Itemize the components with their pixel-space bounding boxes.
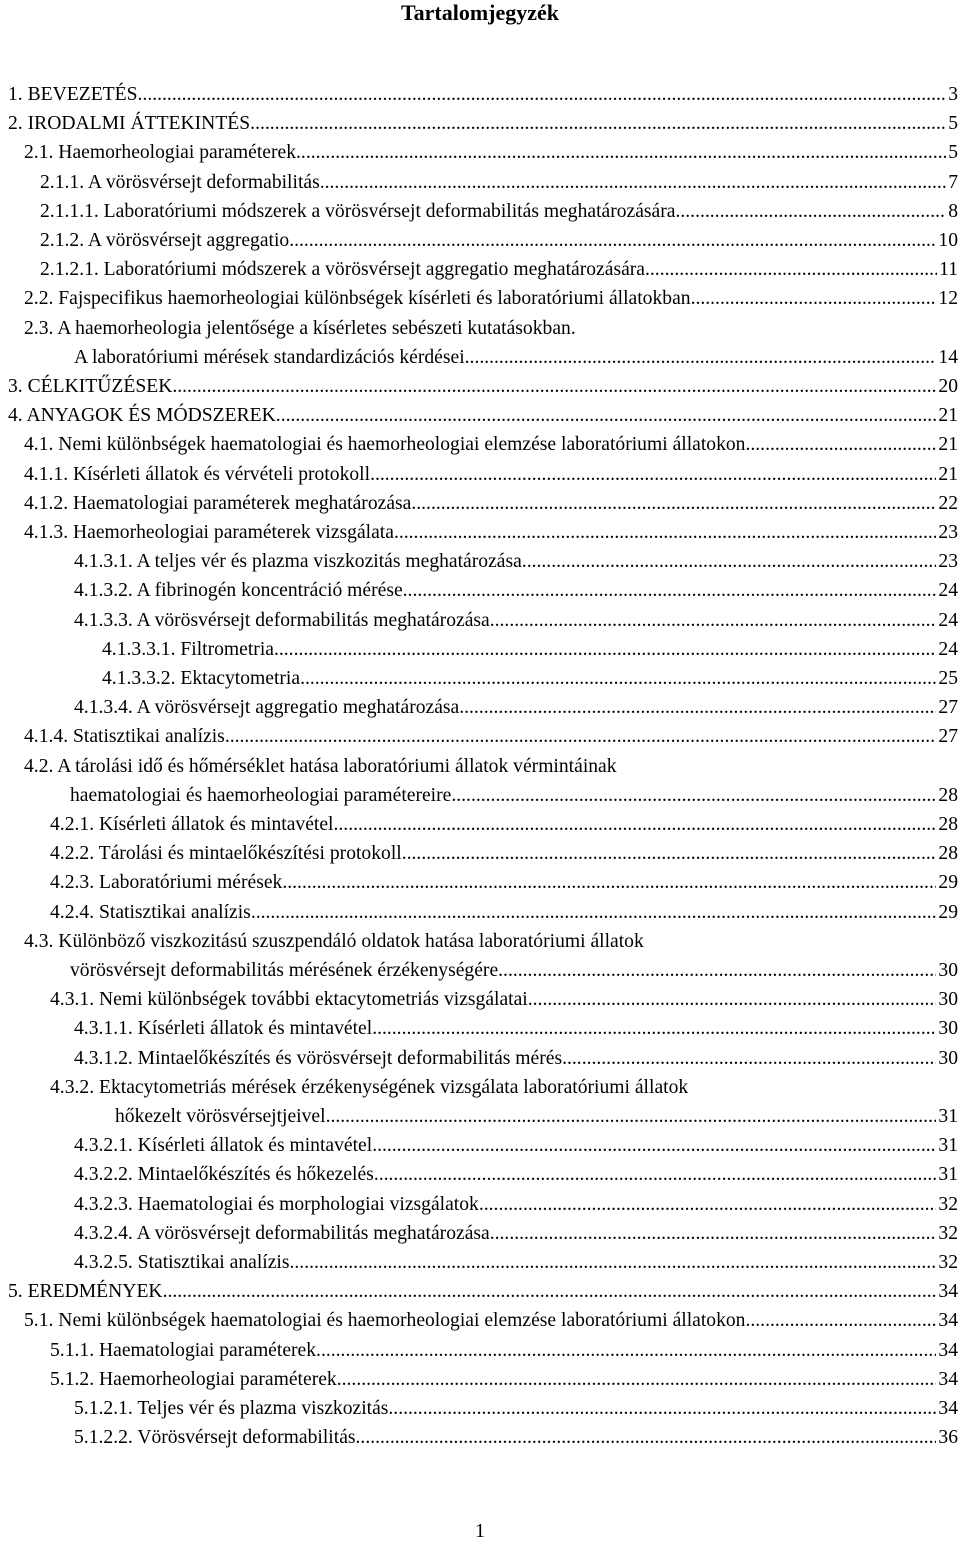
toc-entry-title: 4.1.3.1. A teljes vér és plazma viszkozitás meghatározása: [74, 551, 522, 573]
toc-entry-title: 5.1.2. Haemorheologiai paraméterek: [50, 1368, 337, 1390]
toc-entry-title: 4.3.2.4. A vörösvérsejt deformabilitás meghatározása: [74, 1222, 490, 1244]
toc-dot-leader: [138, 84, 947, 106]
toc-page-number: 34: [938, 1339, 958, 1361]
toc-page-number: 21: [938, 434, 958, 456]
toc-dot-leader: [459, 697, 936, 719]
toc-entry-title: 5.1.2.2. Vörösvérsejt deformabilitás: [74, 1427, 356, 1449]
toc-entry-title: 4.2.1. Kísérleti állatok és mintavétel: [50, 814, 334, 835]
toc-dot-leader: [326, 1106, 937, 1128]
toc-dot-leader: [394, 522, 936, 544]
toc-page-number: 34: [938, 1398, 958, 1419]
toc-dot-leader: [490, 610, 937, 632]
toc-dot-leader: [372, 1018, 936, 1040]
toc-dot-leader: [289, 230, 936, 252]
toc-entry-title: 4.1. Nemi különbségek haematologiai és haemorheologiai elemzése laboratóriumi állatokon: [24, 434, 746, 456]
toc-page-number: 30: [938, 1018, 958, 1040]
toc-page-number: 34: [938, 1368, 958, 1390]
toc-dot-leader: [370, 464, 936, 486]
toc-entry-title: 4.1.2. Haematologiai paraméterek meghatározása: [24, 492, 412, 514]
toc-dot-leader: [745, 434, 936, 456]
toc-page-number: 11: [939, 259, 958, 281]
toc-page-number: 31: [938, 1106, 958, 1127]
toc-entry-title: 2.1. Haemorheologiai paraméterek: [24, 142, 297, 164]
toc-entry-title: A laboratóriumi mérések standardizációs kérdései: [74, 346, 465, 368]
toc-page-number: 29: [938, 901, 958, 923]
toc-dot-leader: [372, 1135, 936, 1157]
toc-entry-title: 4.3.1. Nemi különbségek további ektacytometriás vizsgálatai: [50, 989, 528, 1011]
toc-entry-title: 2.1.2. A vörösvérsejt aggregatio: [40, 230, 290, 251]
toc-dot-leader: [691, 288, 937, 310]
page-number: 1: [475, 1520, 485, 1542]
toc-dot-leader: [320, 172, 946, 194]
toc-dot-leader: [282, 872, 936, 894]
toc-entry-title: 2.1.1.1. Laboratóriumi módszerek a vörösvérsejt deformabilitás meghatározására: [40, 200, 676, 222]
toc-page-number: 31: [938, 1164, 958, 1186]
toc-dot-leader: [451, 785, 936, 807]
toc-dot-leader: [296, 142, 946, 164]
toc-entry-title: 4.3.1.1. Kísérleti állatok és mintavétel: [74, 1018, 373, 1040]
toc-page-number: 8: [948, 200, 958, 222]
toc-page-number: 27: [938, 726, 958, 748]
toc-page-number: 5: [948, 142, 958, 164]
toc-entry-title: 4.3.2. Ektacytometriás mérések érzékenységének vizsgálata laboratóriumi állatok: [50, 1076, 689, 1098]
toc-page-number: 24: [938, 638, 958, 660]
toc-page-number: 28: [938, 814, 958, 835]
toc-page-number: 25: [938, 668, 958, 689]
toc-entry-title: 5.1.2.1. Teljes vér és plazma viszkozitás: [74, 1398, 389, 1419]
toc-dot-leader: [403, 580, 937, 602]
toc-dot-leader: [290, 1252, 937, 1274]
toc-entry-title: 2.1.2.1. Laboratóriumi módszerek a vörösvérsejt aggregatio meghatározására: [40, 259, 645, 281]
toc-dot-leader: [490, 1223, 937, 1245]
toc-dot-leader: [402, 843, 937, 865]
toc-dot-leader: [388, 1398, 936, 1420]
toc-page-number: 32: [938, 1252, 958, 1273]
toc-dot-leader: [251, 902, 937, 924]
toc-entry-title: 2. IRODALMI ÁTTEKINTÉS: [8, 113, 251, 135]
toc-page-number: 31: [938, 1135, 958, 1157]
toc-page-number: 29: [938, 872, 958, 894]
toc-entry-title: 5.1.1. Haematologiai paraméterek: [50, 1339, 317, 1361]
toc-dot-leader: [300, 668, 936, 690]
toc-page-number: 28: [938, 784, 958, 806]
toc-page-number: 3: [948, 84, 958, 105]
toc-dot-leader: [745, 1310, 936, 1332]
toc-entry-title: hőkezelt vörösvérsejtjeivel: [115, 1106, 326, 1127]
toc-page-number: 32: [938, 1193, 958, 1215]
toc-dot-leader: [645, 259, 937, 281]
toc-entry-title: 4.2.2. Tárolási és mintaelőkészítési protokoll: [50, 843, 402, 865]
toc-entry-title: 4.2. A tárolási idő és hőmérséklet hatása laboratóriumi állatok vérmintáinak: [24, 755, 617, 777]
toc-page-number: 32: [938, 1222, 958, 1244]
toc-dot-leader: [276, 405, 937, 427]
toc-entry-title: 4.3.2.2. Mintaelőkészítés és hőkezelés: [74, 1164, 374, 1186]
toc-page-number: 34: [938, 1310, 958, 1332]
toc-entry-title: 3. CÉLKITŰZÉSEK: [8, 376, 173, 397]
page-title: Tartalomjegyzék: [400, 0, 560, 25]
toc-dot-leader: [562, 1048, 936, 1070]
toc-dot-leader: [411, 493, 936, 515]
toc-entry-title: 4.1.3.3.2. Ektacytometria: [102, 668, 301, 689]
toc-dot-leader: [498, 960, 936, 982]
toc-dot-leader: [250, 113, 946, 135]
toc-entry-title: haematologiai és haemorheologiai paramétereire: [70, 784, 452, 806]
toc-dot-leader: [479, 1194, 937, 1216]
toc-page-number: 30: [938, 989, 958, 1011]
toc-page-number: 24: [938, 580, 958, 602]
toc-page-number: 36: [938, 1427, 958, 1449]
toc-dot-leader: [274, 639, 936, 661]
toc-dot-leader: [163, 1281, 937, 1303]
toc-dot-leader: [225, 726, 937, 748]
toc-dot-leader: [522, 551, 937, 573]
toc-entry-title: 4.1.3. Haemorheologiai paraméterek vizsgálata: [24, 522, 394, 543]
toc-page-number: 7: [948, 171, 958, 193]
toc-dot-leader: [334, 814, 937, 836]
toc-entry-title: 5. EREDMÉNYEK: [8, 1281, 163, 1303]
toc-page-number: 12: [938, 288, 958, 310]
toc-entry-title: 4.3. Különböző viszkozitású szuszpendáló oldatok hatása laboratóriumi állatok: [24, 930, 644, 952]
toc-dot-leader: [465, 347, 937, 369]
toc-entry-title: 4.1.3.4. A vörösvérsejt aggregatio meghatározása: [74, 697, 460, 719]
toc-page-number: 20: [938, 376, 958, 397]
toc-entry-title: 4.2.4. Statisztikai analízis: [50, 901, 251, 923]
toc-page-number: 21: [938, 463, 958, 485]
toc-page-number: 22: [938, 492, 958, 514]
toc-entry-title: 2.1.1. A vörösvérsejt deformabilitás: [40, 171, 320, 193]
toc-page-number: 23: [938, 551, 958, 573]
toc-dot-leader: [528, 989, 937, 1011]
toc-dot-leader: [316, 1340, 936, 1362]
toc-entry-title: vörösvérsejt deformabilitás mérésének érzékenységére: [70, 960, 499, 981]
toc-entry-title: 4.3.1.2. Mintaelőkészítés és vörösvérsejt deformabilitás mérés: [74, 1047, 563, 1069]
toc-entry-title: 4.3.2.1. Kísérleti állatok és mintavétel: [74, 1135, 373, 1157]
toc-page-number: 30: [938, 960, 958, 981]
toc-entry-title: 4.1.1. Kísérleti állatok és vérvételi protokoll: [24, 463, 371, 485]
toc-entry-title: 4.1.3.2. A fibrinogén koncentráció mérése: [74, 580, 403, 602]
toc-page-number: 24: [938, 609, 958, 631]
toc-dot-leader: [337, 1369, 937, 1391]
toc-entry-title: 4. ANYAGOK ÉS MÓDSZEREK: [8, 405, 276, 427]
toc-page-number: 10: [938, 230, 958, 251]
toc-page-number: 27: [938, 697, 958, 719]
toc-page-number: 30: [938, 1047, 958, 1069]
toc-page-number: 21: [938, 405, 958, 427]
toc-entry-title: 4.1.4. Statisztikai analízis: [24, 726, 225, 748]
toc-entry-title: 2.2. Fajspecifikus haemorheologiai különbségek kísérleti és laboratóriumi állatokban: [24, 288, 691, 310]
toc-page-number: 23: [938, 522, 958, 543]
toc-dot-leader: [172, 376, 936, 398]
toc-dot-leader: [356, 1427, 937, 1449]
toc-page-number: 5: [948, 113, 958, 135]
toc-entry-title: 1. BEVEZETÉS: [8, 84, 138, 105]
toc-entry-title: 4.3.2.3. Haematologiai és morphologiai vizsgálatok: [74, 1193, 479, 1215]
toc-entry-title: 5.1. Nemi különbségek haematologiai és haemorheologiai elemzése laboratóriumi állatokon: [24, 1310, 746, 1332]
toc-page-number: 14: [938, 346, 958, 368]
toc-page-number: 34: [938, 1281, 958, 1303]
toc-entry-title: 4.2.3. Laboratóriumi mérések: [50, 872, 283, 894]
toc-entry-title: 4.3.2.5. Statisztikai analízis: [74, 1252, 290, 1273]
toc-dot-leader: [374, 1164, 937, 1186]
toc-dot-leader: [675, 201, 946, 223]
toc-page-number: 28: [938, 843, 958, 865]
toc-entry-title: 2.3. A haemorheologia jelentősége a kísérletes sebészeti kutatásokban.: [24, 317, 576, 339]
toc-entry-title: 4.1.3.3.1. Filtrometria: [102, 638, 274, 660]
toc-entry-title: 4.1.3.3. A vörösvérsejt deformabilitás meghatározása: [74, 609, 490, 631]
